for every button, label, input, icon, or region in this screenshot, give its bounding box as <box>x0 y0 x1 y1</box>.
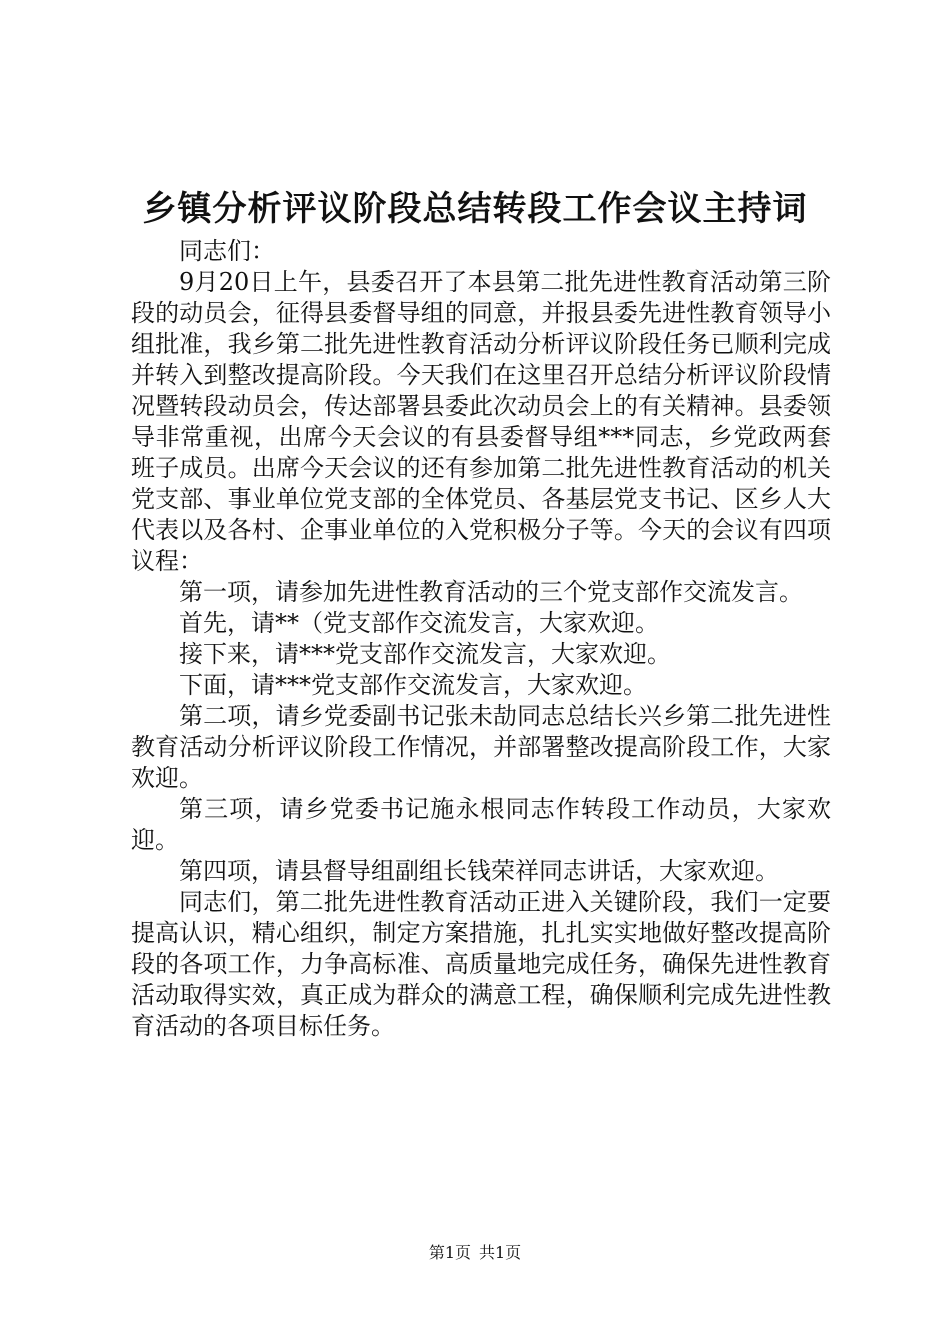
body-paragraph: 9月20日上午，县委召开了本县第二批先进性教育活动第三阶段的动员会，征得县委督导组的同意，并报县委先进性教育领导小组批准，我乡第二批先进性教育活动分析评议阶段任务已顺利完成并转入到整改提高阶段。今天我们在这里召开总结分析评议阶段情况暨转段动员会，传达部署县委此次动员会上的有关精神。县委领导非常重视，出席今天会议的有县委督导组***同志，乡党政两套班子成员。出席今天会议的还有参加第二批先进性教育活动的机关党支部、事业单位党支部的全体党员、各基层党支书记、区乡人大代表以及各村、企事业单位的入党积极分子等。今天的会议有四项议程： <box>131 268 831 575</box>
agenda-item-1-first: 首先，请**（党支部作交流发言，大家欢迎。 <box>179 609 659 637</box>
salutation: 同志们： <box>179 237 275 265</box>
agenda-item-3: 第三项，请乡党委书记施永根同志作转段工作动员，大家欢迎。 <box>131 795 831 854</box>
agenda-item-1: 第一项，请参加先进性教育活动的三个党支部作交流发言。 <box>179 578 803 606</box>
closing-paragraph: 同志们，第二批先进性教育活动正进入关键阶段，我们一定要提高认识，精心组织，制定方案措施，扎扎实实地做好整改提高阶段的各项工作，力争高标准、高质量地完成任务，确保先进性教育活动取得实效，真正成为群众的满意工程，确保顺利完成先进性教育活动的各项目标任务。 <box>131 888 831 1040</box>
document-body <box>131 236 831 1042</box>
agenda-item-1-then: 下面，请***党支部作交流发言，大家欢迎。 <box>179 671 647 699</box>
page-number: 第1页 <box>428 1243 471 1262</box>
page-footer <box>0 1242 950 1264</box>
page-total: 共1页 <box>479 1243 522 1262</box>
agenda-item-4: 第四项，请县督导组副组长钱荣祥同志讲话，大家欢迎。 <box>179 857 779 885</box>
agenda-item-1-next: 接下来，请***党支部作交流发言，大家欢迎。 <box>179 640 671 668</box>
agenda-item-2: 第二项，请乡党委副书记张未劼同志总结长兴乡第二批先进性教育活动分析评议阶段工作情况，并部署整改提高阶段工作，大家欢迎。 <box>131 702 831 792</box>
document-title: 乡镇分析评议阶段总结转段工作会议主持词 <box>142 189 808 229</box>
